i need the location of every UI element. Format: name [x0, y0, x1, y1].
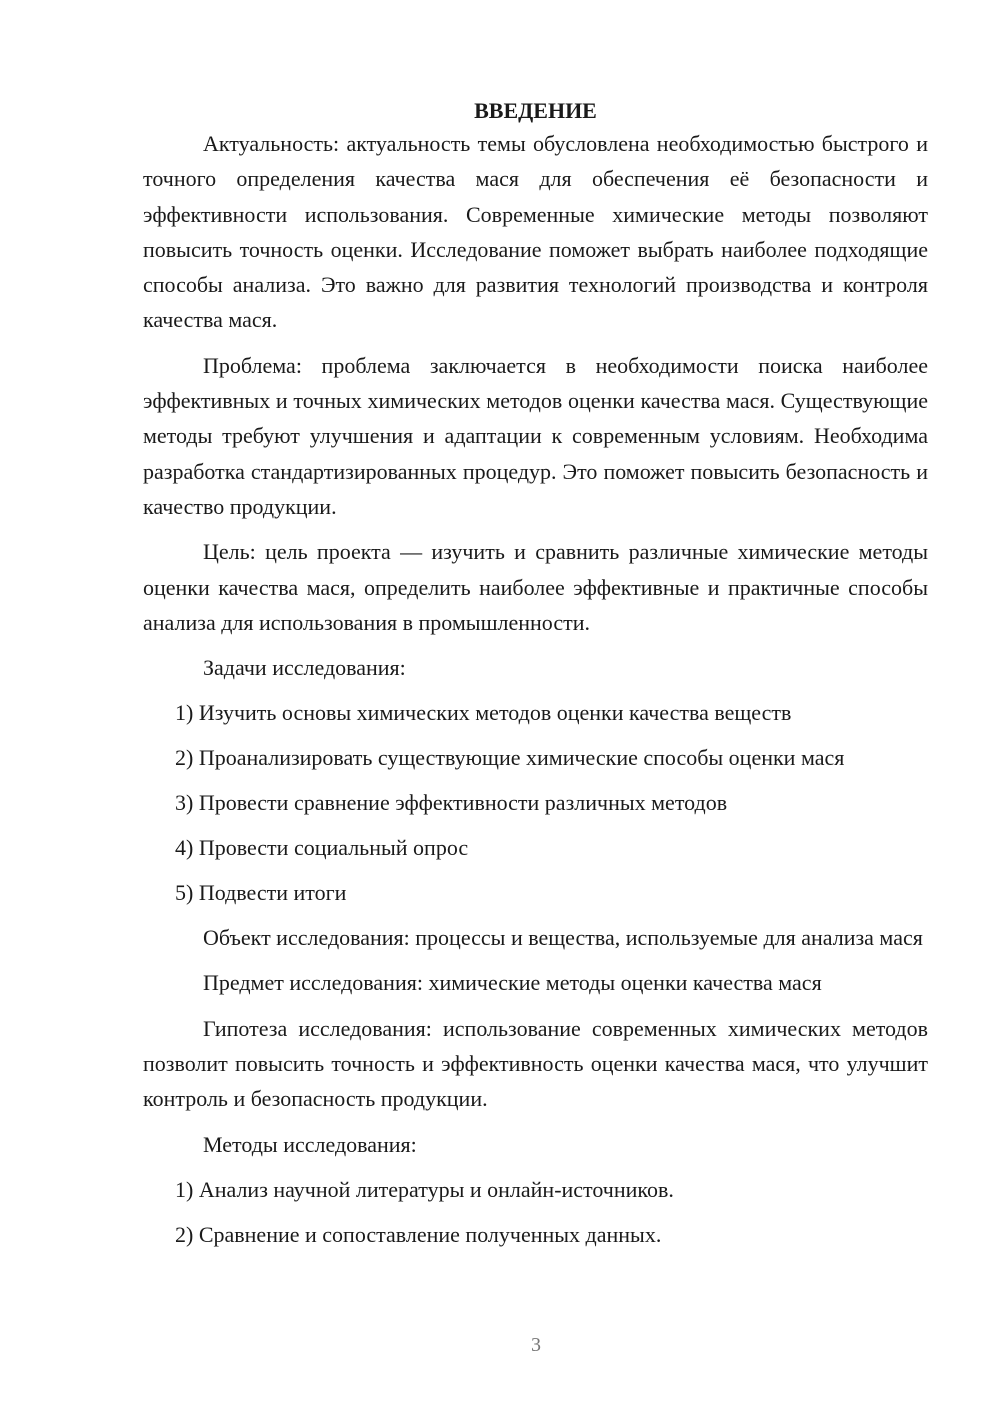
- methods-list: [143, 1172, 928, 1252]
- goal-paragraph: Цель: цель проекта — изучить и сравнить различные химические методы оценки качества мася, определить наиболее эффективные и практичные способы анализа для использования в промышленности.: [143, 539, 928, 635]
- document-page: [143, 94, 928, 1262]
- object-paragraph: Объект исследования: процессы и вещества, используемые для анализа мася: [203, 925, 923, 951]
- hypothesis-paragraph: Гипотеза исследования: использование современных химических методов позволит повысить точность и эффективность оценки качества мася, что улучшит контроль и безопасность продукции.: [143, 1015, 928, 1112]
- relevance-paragraph: Актуальность: актуальность темы обусловлена необходимостью быстрого и точного определения качества мася для обеспечения её безопасности и эффективности использования. Современные химические методы позволяют повысить точность оценки. Исследование поможет выбрать наиболее подходящие способы анализа. Это важно для развития технологий производства и контроля качества мася.: [143, 131, 928, 333]
- list-item: 4) Провести социальный опрос: [175, 835, 469, 861]
- list-item: 1) Анализ научной литературы и онлайн-источников.: [175, 1176, 674, 1202]
- tasks-label: Задачи исследования:: [203, 655, 406, 681]
- page-number: 3: [531, 1334, 541, 1356]
- list-item: 2) Сравнение и сопоставление полученных данных.: [175, 1221, 662, 1247]
- page-title: ВВЕДЕНИЕ: [474, 98, 597, 123]
- list-item: 3) Провести сравнение эффективности различных методов: [175, 790, 728, 816]
- problem-paragraph: Проблема: проблема заключается в необходимости поиска наиболее эффективных и точных химических методов оценки качества мася. Существующие методы требуют улучшения и адаптации к современным условиям. Необходима разработка стандартизированных процедур. Это поможет повысить безопасность и качество продукции.: [143, 352, 928, 519]
- methods-label: Методы исследования:: [203, 1131, 417, 1157]
- subject-paragraph: Предмет исследования: химические методы оценки качества мася: [203, 970, 822, 996]
- list-item: 5) Подвести итоги: [175, 880, 347, 906]
- tasks-list: [143, 695, 928, 910]
- list-item: 1) Изучить основы химических методов оценки качества веществ: [175, 700, 792, 726]
- list-item: 2) Проанализировать существующие химические способы оценки мася: [175, 745, 845, 771]
